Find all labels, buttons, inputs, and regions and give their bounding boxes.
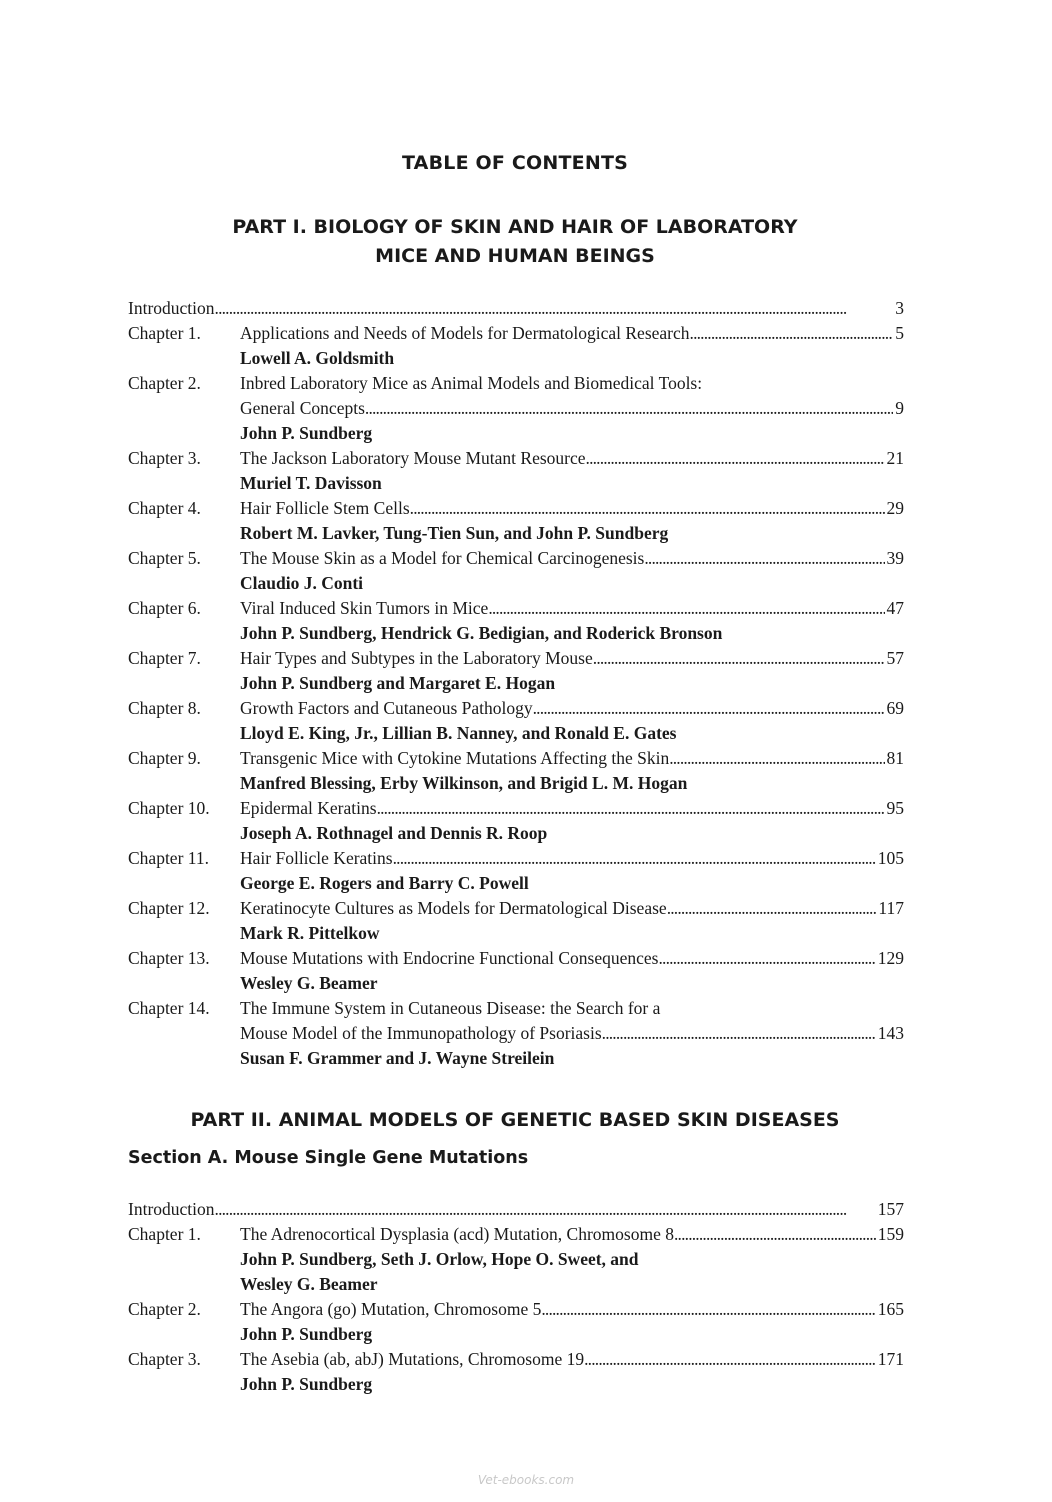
dot-leader — [365, 396, 893, 421]
toc-row-authors — [128, 1272, 904, 1297]
chapter-page-number: 143 — [877, 1023, 904, 1043]
chapter-title — [240, 396, 904, 421]
dot-leader — [658, 946, 875, 971]
dot-leader — [593, 646, 885, 671]
toc-row-chapter-title — [128, 371, 904, 396]
chapter-title-text: Mouse Model of the Immunopathology of Psoriasis — [240, 1023, 602, 1043]
dot-leader — [669, 746, 884, 771]
toc-row-chapter-title — [128, 321, 904, 346]
chapter-authors: Mark R. Pittelkow — [240, 923, 380, 943]
chapter-title — [240, 546, 904, 571]
chapter-title-text: The Adrenocortical Dysplasia (acd) Mutation, Chromosome 8 — [240, 1224, 674, 1244]
toc-row-chapter-title — [128, 696, 904, 721]
chapter-title-text: Transgenic Mice with Cytokine Mutations Affecting the Skin — [240, 748, 670, 768]
toc-row-chapter-title — [128, 896, 904, 921]
chapter-page-number: 39 — [886, 548, 904, 568]
chapter-authors: Claudio J. Conti — [240, 573, 364, 593]
chapter-label: Chapter 1. — [128, 323, 201, 343]
chapter-authors: John P. Sundberg — [240, 423, 373, 443]
section-a-heading: Section A. Mouse Single Gene Mutations — [128, 1148, 529, 1168]
chapter-label: Chapter 1. — [128, 1224, 201, 1244]
introduction-page-number: 157 — [877, 1199, 904, 1219]
toc-row-authors — [128, 671, 904, 696]
chapter-authors: John P. Sundberg and Margaret E. Hogan — [240, 673, 556, 693]
dot-leader — [377, 796, 885, 821]
chapter-title — [240, 446, 904, 471]
toc-row-chapter-title — [128, 796, 904, 821]
toc-row-chapter-title — [128, 746, 904, 771]
dot-leader — [584, 1347, 876, 1372]
chapter-authors: Wesley G. Beamer — [240, 1274, 378, 1294]
dot-leader — [488, 596, 884, 621]
chapter-title — [240, 1347, 904, 1372]
chapter-authors: George E. Rogers and Barry C. Powell — [240, 873, 529, 893]
chapter-title — [240, 596, 904, 621]
chapter-title — [240, 696, 904, 721]
toc-row-chapter-title — [128, 596, 904, 621]
chapter-page-number: 129 — [877, 948, 904, 968]
introduction-page-number: 3 — [895, 298, 904, 318]
chapter-authors: Lloyd E. King, Jr., Lillian B. Nanney, and Ronald E. Gates — [240, 723, 677, 743]
toc-row-chapter-title — [128, 946, 904, 971]
chapter-title-text: Mouse Mutations with Endocrine Functional Consequences — [240, 948, 659, 968]
chapter-authors: Lowell A. Goldsmith — [240, 348, 395, 368]
toc-entry-introduction — [128, 296, 904, 321]
chapter-label: Chapter 7. — [128, 648, 201, 668]
toc-row-authors — [128, 971, 904, 996]
chapter-title — [240, 896, 904, 921]
chapter-title-text: Hair Follicle Keratins — [240, 848, 393, 868]
chapter-label: Chapter 3. — [128, 1349, 201, 1369]
chapter-title — [240, 1222, 904, 1247]
chapter-page-number: 21 — [886, 448, 904, 468]
chapter-authors: Muriel T. Davisson — [240, 473, 382, 493]
chapter-title-text: Epidermal Keratins — [240, 798, 377, 818]
toc-row-authors — [128, 471, 904, 496]
chapter-title — [240, 321, 904, 346]
chapter-label: Chapter 6. — [128, 598, 201, 618]
chapter-label: Chapter 11. — [128, 848, 209, 868]
toc-row-authors — [128, 346, 904, 371]
toc-row-authors — [128, 771, 904, 796]
toc-row-chapter-title — [128, 1297, 904, 1322]
dot-leader — [533, 696, 885, 721]
chapter-title-text: The Mouse Skin as a Model for Chemical Carcinogenesis — [240, 548, 645, 568]
part-1-heading-line-2: MICE AND HUMAN BEINGS — [375, 245, 655, 267]
dot-leader — [541, 1297, 875, 1322]
chapter-label: Chapter 9. — [128, 748, 201, 768]
chapter-title-text: Hair Types and Subtypes in the Laboratory Mouse — [240, 648, 593, 668]
chapter-page-number: 29 — [886, 498, 904, 518]
chapter-authors: Manfred Blessing, Erby Wilkinson, and Brigid L. M. Hogan — [240, 773, 688, 793]
chapter-label: Chapter 2. — [128, 373, 201, 393]
chapter-authors: Joseph A. Rothnagel and Dennis R. Roop — [240, 823, 548, 843]
toc-row-authors — [128, 521, 904, 546]
chapter-authors: John P. Sundberg — [240, 1374, 373, 1394]
toc-row-introduction — [128, 296, 904, 321]
toc-row-chapter-title — [128, 846, 904, 871]
dot-leader — [667, 896, 877, 921]
toc-row-authors — [128, 621, 904, 646]
chapter-page-number: 165 — [877, 1299, 904, 1319]
chapter-page-number: 171 — [877, 1349, 904, 1369]
chapter-title — [240, 846, 904, 871]
toc-row-authors — [128, 421, 904, 446]
chapter-page-number: 159 — [877, 1224, 904, 1244]
chapter-title-text: The Asebia (ab, abJ) Mutations, Chromosome 19 — [240, 1349, 585, 1369]
chapter-authors: John P. Sundberg, Hendrick G. Bedigian, and Roderick Bronson — [240, 623, 723, 643]
chapter-authors: John P. Sundberg, Seth J. Orlow, Hope O. Sweet, and — [240, 1249, 639, 1269]
dot-leader — [690, 321, 894, 346]
introduction-label: Introduction — [128, 298, 215, 318]
chapter-page-number: 69 — [886, 698, 904, 718]
toc-row-authors — [128, 921, 904, 946]
toc-row-chapter-title — [128, 496, 904, 521]
chapter-title-text: Applications and Needs of Models for Dermatological Research — [240, 323, 690, 343]
part-2-toc — [128, 1197, 904, 1397]
chapter-label: Chapter 10. — [128, 798, 210, 818]
dot-leader — [215, 1197, 876, 1222]
chapter-title-text: Inbred Laboratory Mice as Animal Models and Biomedical Tools: — [240, 373, 703, 393]
toc-row-authors — [128, 871, 904, 896]
toc-row-chapter-title — [128, 1222, 904, 1247]
chapter-page-number: 105 — [877, 848, 904, 868]
dot-leader — [586, 446, 885, 471]
dot-leader — [644, 546, 884, 571]
chapter-label: Chapter 2. — [128, 1299, 201, 1319]
chapter-page-number: 117 — [878, 898, 904, 918]
chapter-label: Chapter 14. — [128, 998, 210, 1018]
toc-row-authors — [128, 1247, 904, 1272]
part-1-toc — [128, 296, 904, 1071]
chapter-title-text: General Concepts — [240, 398, 365, 418]
toc-row-chapter-title — [128, 546, 904, 571]
toc-row-chapter-title — [128, 996, 904, 1021]
dot-leader — [602, 1021, 876, 1046]
toc-row-authors — [128, 1322, 904, 1347]
toc-row-chapter-title — [128, 1347, 904, 1372]
toc-entry-introduction — [128, 1197, 904, 1222]
chapter-title-text: Viral Induced Skin Tumors in Mice — [240, 598, 489, 618]
toc-row-introduction — [128, 1197, 904, 1222]
chapter-label: Chapter 5. — [128, 548, 201, 568]
chapter-label: Chapter 4. — [128, 498, 201, 518]
chapter-title — [240, 1021, 904, 1046]
chapter-page-number: 57 — [886, 648, 904, 668]
chapter-title — [240, 946, 904, 971]
dot-leader — [393, 846, 876, 871]
chapter-authors: John P. Sundberg — [240, 1324, 373, 1344]
chapter-label: Chapter 3. — [128, 448, 201, 468]
introduction-label: Introduction — [128, 1199, 215, 1219]
watermark-logo: Vet-ebooks.com — [477, 1473, 575, 1487]
chapter-page-number: 95 — [886, 798, 904, 818]
toc-row-chapter-title — [128, 1021, 904, 1046]
toc-row-authors — [128, 1372, 904, 1397]
chapter-label: Chapter 12. — [128, 898, 210, 918]
chapter-authors: Susan F. Grammer and J. Wayne Streilein — [240, 1048, 555, 1068]
chapter-title — [240, 371, 904, 396]
toc-row-chapter-title — [128, 446, 904, 471]
toc-row-authors — [128, 1046, 904, 1071]
chapter-title-text: The Angora (go) Mutation, Chromosome 5 — [240, 1299, 542, 1319]
part-2-heading: PART II. ANIMAL MODELS OF GENETIC BASED SKIN DISEASES — [190, 1109, 840, 1131]
chapter-title-text: The Immune System in Cutaneous Disease: the Search for a — [240, 998, 661, 1018]
toc-row-chapter-title — [128, 646, 904, 671]
dot-leader — [215, 296, 894, 321]
toc-row-authors — [128, 821, 904, 846]
toc-row-chapter-title — [128, 396, 904, 421]
chapter-title — [240, 746, 904, 771]
toc-row-authors — [128, 571, 904, 596]
dot-leader — [674, 1222, 876, 1247]
chapter-title — [240, 496, 904, 521]
part-1-heading-line-1: PART I. BIOLOGY OF SKIN AND HAIR OF LABORATORY — [232, 216, 798, 238]
chapter-title-text: The Jackson Laboratory Mouse Mutant Resource — [240, 448, 586, 468]
chapter-title — [240, 796, 904, 821]
chapter-label: Chapter 8. — [128, 698, 201, 718]
chapter-page-number: 81 — [886, 748, 904, 768]
part-1-heading — [0, 213, 1030, 271]
chapter-page-number: 47 — [886, 598, 904, 618]
chapter-title — [240, 1297, 904, 1322]
chapter-title — [240, 996, 904, 1021]
chapter-title-text: Keratinocyte Cultures as Models for Dermatological Disease — [240, 898, 667, 918]
chapter-page-number: 5 — [895, 323, 904, 343]
chapter-label: Chapter 13. — [128, 948, 210, 968]
toc-row-authors — [128, 721, 904, 746]
chapter-title-text: Growth Factors and Cutaneous Pathology — [240, 698, 533, 718]
dot-leader — [410, 496, 885, 521]
chapter-title — [240, 646, 904, 671]
chapter-title-text: Hair Follicle Stem Cells — [240, 498, 410, 518]
page-title: TABLE OF CONTENTS — [401, 152, 628, 174]
chapter-authors: Wesley G. Beamer — [240, 973, 378, 993]
chapter-authors: Robert M. Lavker, Tung-Tien Sun, and John P. Sundberg — [240, 523, 669, 543]
chapter-page-number: 9 — [895, 398, 904, 418]
